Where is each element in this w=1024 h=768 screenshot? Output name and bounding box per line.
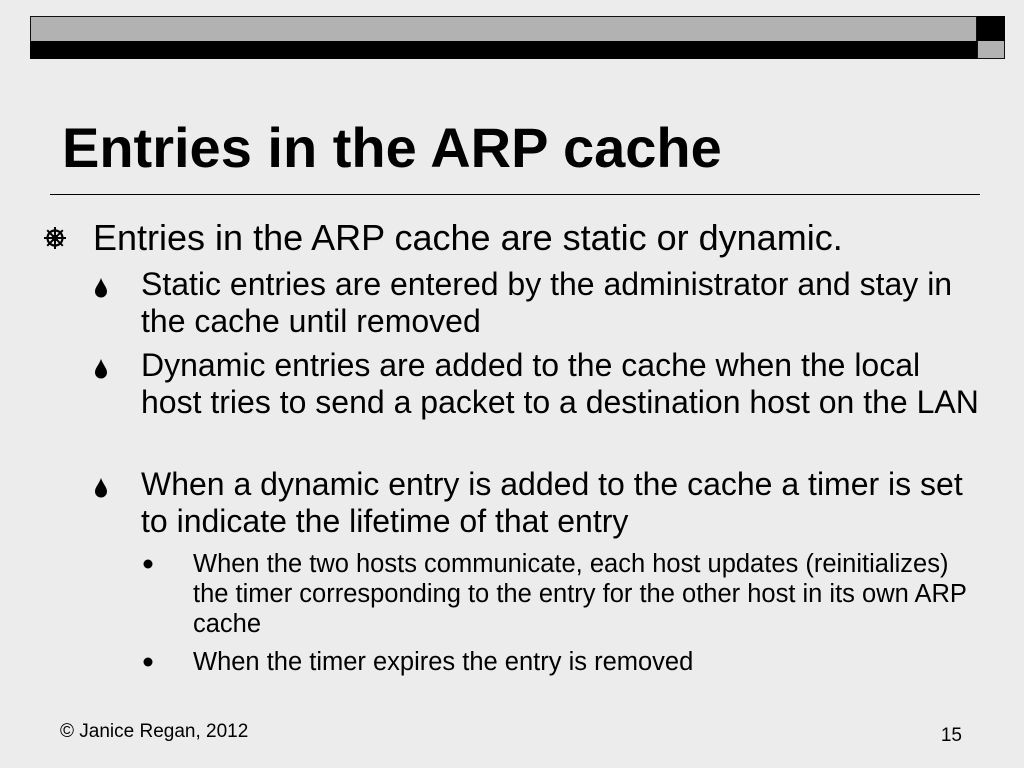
bullet-level3-item: When the timer expires the entry is removed xyxy=(193,648,694,676)
header-bar-black xyxy=(30,41,977,59)
header-square-gray xyxy=(977,41,1005,59)
drop-icon xyxy=(94,277,108,299)
bullet-level2-item: Static entries are entered by the administrator and stay in the cache until removed xyxy=(141,266,953,339)
bullet-level1-item: Entries in the ARP cache are static or dynamic. xyxy=(93,217,843,258)
dot-icon xyxy=(142,558,154,570)
page-number: 15 xyxy=(940,725,962,746)
slide-title: Entries in the ARP cache xyxy=(62,116,722,179)
dot-icon xyxy=(142,656,154,668)
drop-icon xyxy=(94,477,108,499)
drop-icon xyxy=(94,358,108,380)
bullet-level2-item: Dynamic entries are added to the cache when the local host tries to send a packet to a destination host on the LAN xyxy=(141,347,979,420)
header-square-black xyxy=(977,16,1005,41)
title-divider xyxy=(50,194,980,195)
header-bar-gray xyxy=(30,16,977,41)
wheel-icon xyxy=(43,226,67,250)
footer-copyright: © Janice Regan, 2012 xyxy=(60,721,249,742)
bullet-level3-item: When the two hosts communicate, each host updates (reinitializes) the timer corresponding to the entry for the other host in its own ARP cache xyxy=(193,550,967,638)
bullet-level2-item: When a dynamic entry is added to the cache a timer is set to indicate the lifetime of that entry xyxy=(141,466,963,539)
